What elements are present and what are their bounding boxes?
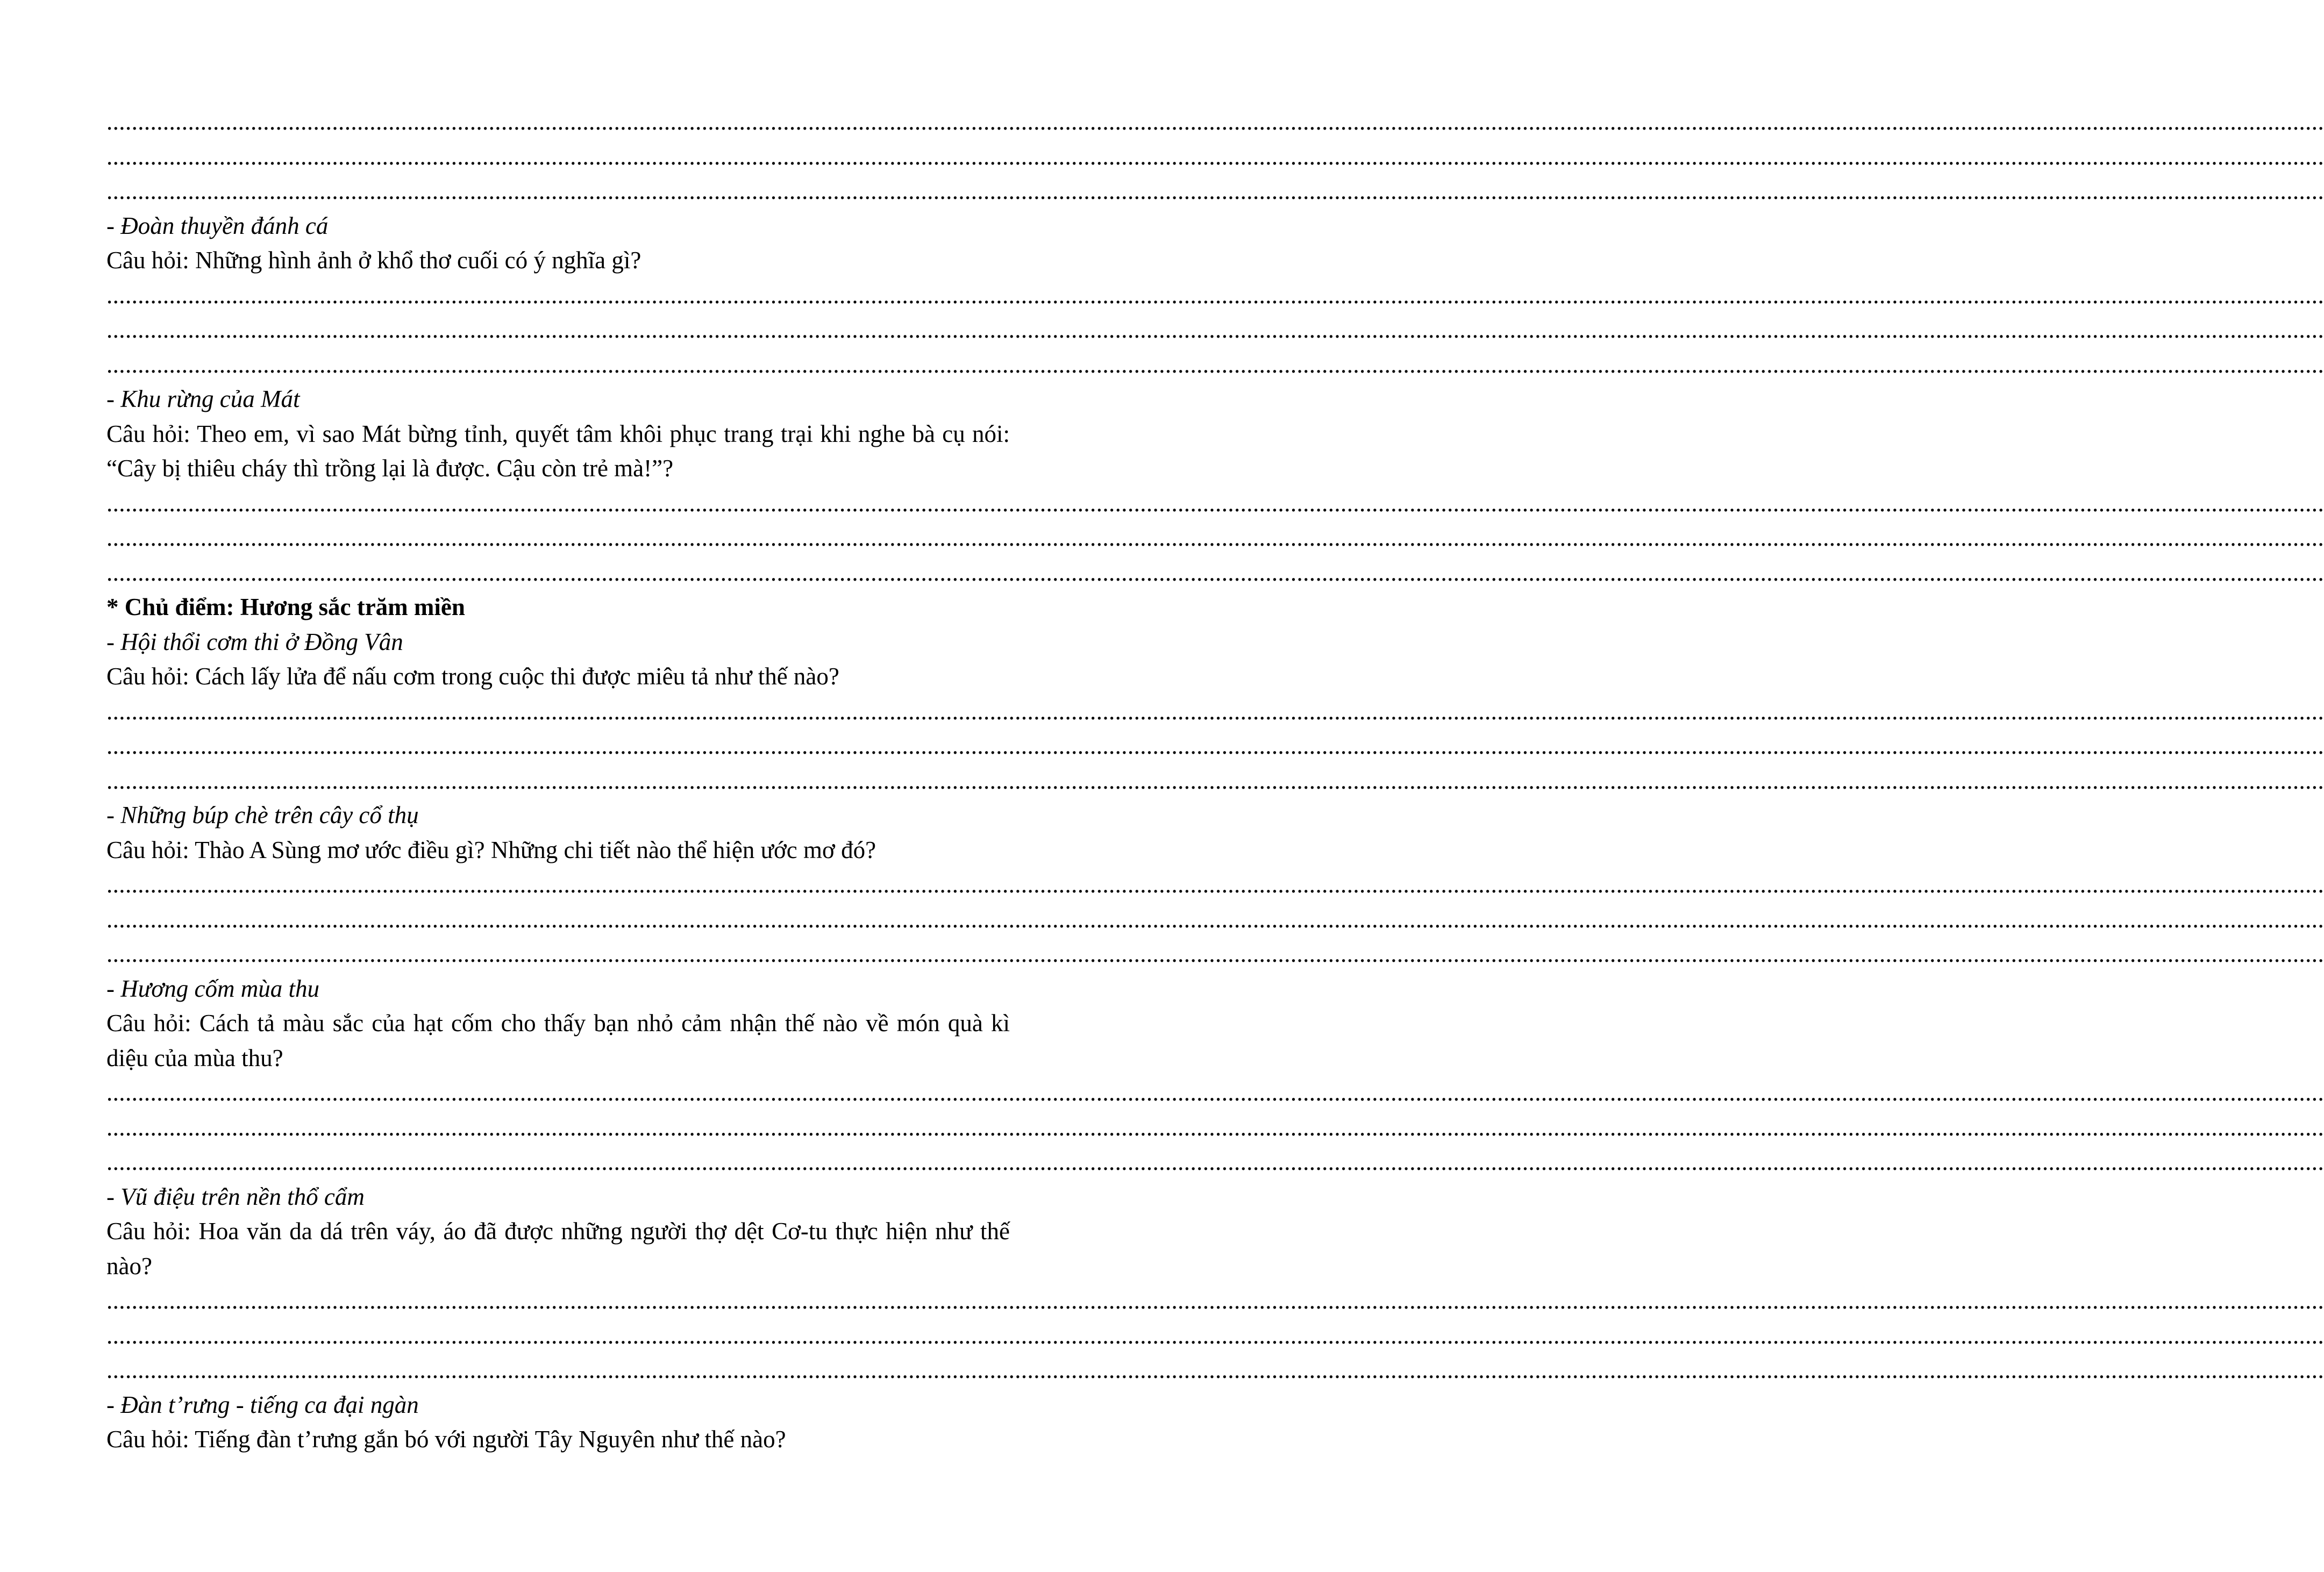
lesson-title: - Hội thổi cơm thi ở Đồng Vân [106, 628, 403, 655]
answer-dotted-line: .................................................................................................................................................................................................................................................................................................................................................................. [106, 1113, 2324, 1141]
answer-dotted-line: .................................................................................................................................................................................................................................................................................................................................................................. [106, 524, 2324, 551]
lesson-title: - Hương cốm mùa thu [106, 975, 320, 1002]
answer-dotted-line: .................................................................................................................................................................................................................................................................................................................................................................. [106, 940, 2324, 967]
question-text: Câu hỏi: Cách lấy lửa để nấu cơm trong cuộc thi được miêu tả như thế nào? [106, 663, 839, 690]
answer-dotted-line: .................................................................................................................................................................................................................................................................................................................................................................. [106, 697, 2324, 725]
answer-dotted-line: .................................................................................................................................................................................................................................................................................................................................................................. [106, 1079, 2324, 1106]
lesson-title: - Khu rừng của Mát [106, 385, 300, 412]
lesson-title: - Những búp chè trên cây cổ thụ [106, 802, 419, 828]
lesson-title: - Vũ điệu trên nền thổ cẩm [106, 1183, 365, 1210]
answer-dotted-line: .................................................................................................................................................................................................................................................................................................................................................................. [106, 351, 2324, 378]
answer-dotted-line: .................................................................................................................................................................................................................................................................................................................................................................. [106, 108, 2324, 135]
document-page [106, 104, 2324, 1457]
question-text: Câu hỏi: Thào A Sùng mơ ước điều gì? Những chi tiết nào thể hiện ước mơ đó? [106, 836, 876, 863]
answer-dotted-line: .................................................................................................................................................................................................................................................................................................................................................................. [106, 871, 2324, 898]
question-text: Câu hỏi: Theo em, vì sao Mát bừng tỉnh, quyết tâm khôi phục trang trại khi nghe bà cụ nói: “Cây bị thiêu cháy thì trồng lại là được. Cậu còn trẻ mà!”? [106, 420, 1010, 482]
lesson-title: - Đoàn thuyền đánh cá [106, 212, 329, 239]
answer-dotted-line: .................................................................................................................................................................................................................................................................................................................................................................. [106, 732, 2324, 759]
answer-dotted-line: .................................................................................................................................................................................................................................................................................................................................................................. [106, 1356, 2324, 1383]
answer-dotted-line: .................................................................................................................................................................................................................................................................................................................................................................. [106, 142, 2324, 170]
answer-dotted-line: .................................................................................................................................................................................................................................................................................................................................................................. [106, 905, 2324, 933]
answer-dotted-line: .................................................................................................................................................................................................................................................................................................................................................................. [106, 316, 2324, 343]
answer-dotted-line: .................................................................................................................................................................................................................................................................................................................................................................. [106, 281, 2324, 309]
question-text: Câu hỏi: Cách tả màu sắc của hạt cốm cho thấy bạn nhỏ cảm nhận thế nào về món quà kì diệu của mùa thu? [106, 1010, 1010, 1071]
section-heading: * Chủ điểm: Hương sắc trăm miền [106, 594, 465, 620]
lesson-title: - Đàn t’rưng - tiếng ca đại ngàn [106, 1391, 419, 1418]
answer-dotted-line: .................................................................................................................................................................................................................................................................................................................................................................. [106, 767, 2324, 794]
question-text: Câu hỏi: Hoa văn da dá trên váy, áo đã được những người thợ dệt Cơ-tu thực hiện như thế nào? [106, 1218, 1010, 1280]
answer-dotted-line: .................................................................................................................................................................................................................................................................................................................................................................. [106, 1287, 2324, 1314]
question-text: Câu hỏi: Những hình ảnh ở khổ thơ cuối có ý nghĩa gì? [106, 247, 641, 274]
answer-dotted-line: .................................................................................................................................................................................................................................................................................................................................................................. [106, 489, 2324, 517]
answer-dotted-line: .................................................................................................................................................................................................................................................................................................................................................................. [106, 1321, 2324, 1349]
answer-dotted-line: .................................................................................................................................................................................................................................................................................................................................................................. [106, 177, 2324, 204]
answer-dotted-line: .................................................................................................................................................................................................................................................................................................................................................................. [106, 559, 2324, 586]
question-text: Câu hỏi: Tiếng đàn t’rưng gắn bó với người Tây Nguyên như thế nào? [106, 1426, 786, 1453]
answer-dotted-line: .................................................................................................................................................................................................................................................................................................................................................................. [106, 1148, 2324, 1175]
